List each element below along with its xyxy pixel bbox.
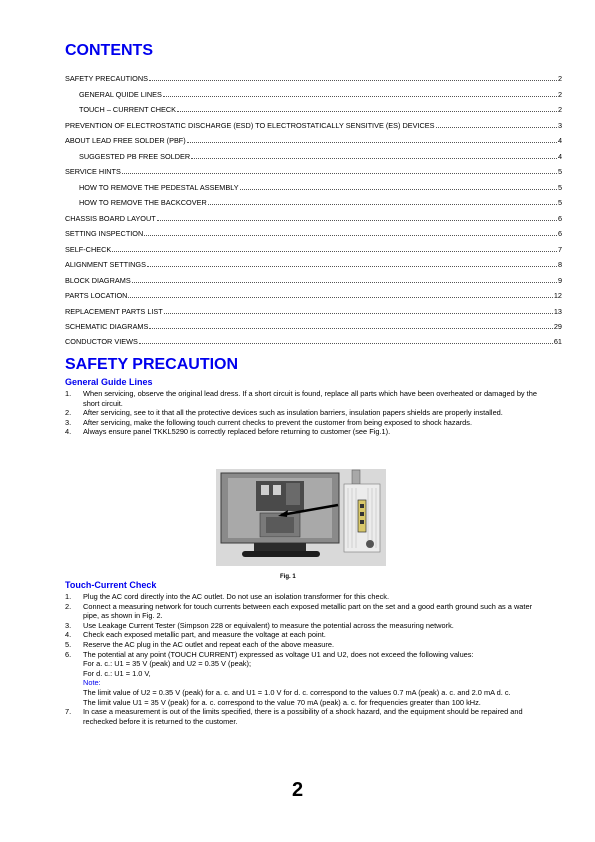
toc-entry-label: PARTS LOCATION (65, 291, 128, 301)
toc-entry[interactable] (65, 145, 562, 160)
toc-leader-dots (187, 142, 557, 143)
list-item: 5. Reserve the AC plug in the AC outlet and repeat each of the above measure. (65, 639, 335, 649)
toc-entry[interactable] (65, 331, 562, 346)
toc-entry[interactable] (65, 68, 562, 83)
toc-entry-label: GENERAL QUIDE LINES (79, 89, 162, 99)
toc-entry-label: SCHEMATIC DIAGRAMS (65, 321, 149, 331)
toc-entry-page: 5 (557, 167, 562, 177)
toc-entry[interactable] (65, 114, 562, 129)
toc-entry[interactable] (65, 207, 562, 222)
toc-entry[interactable] (65, 192, 562, 207)
safety-precaution-title: SAFETY PRECAUTION (65, 356, 239, 373)
toc-entry-page: 2 (557, 105, 562, 115)
toc-entry-label: CHASSIS BOARD LAYOUT (65, 213, 156, 223)
contents-title: CONTENTS (65, 42, 153, 59)
table-of-contents (65, 68, 562, 346)
toc-entry[interactable] (65, 238, 562, 253)
toc-entry-label: SERVICE HINTS (65, 167, 121, 177)
toc-entry[interactable] (65, 254, 562, 269)
toc-entry-label: SELF-CHECK (65, 244, 112, 254)
toc-leader-dots (208, 204, 557, 205)
toc-entry-label: TOUCH – CURRENT CHECK (79, 105, 177, 115)
toc-entry-label: ALIGNMENT SETTINGS (65, 260, 146, 270)
toc-entry-page: 6 (557, 229, 562, 239)
toc-entry-label: SUGGESTED PB FREE SOLDER (79, 151, 191, 161)
touch-current-check-list (65, 592, 550, 726)
toc-entry-label: HOW TO REMOVE THE BACKCOVER (79, 198, 207, 208)
note-text: The limit value of U2 = 0.35 V (peak) for a. c. and U1 = 1.0 V for d. c. correspond to the values 0.7 mA (peak) a. c. and 2.0 mA d. c. (83, 687, 511, 697)
list-item: 3. Use Leakage Current Tester (Simpson 228 or equivalent) to measure the potential across the measuring network. (65, 620, 454, 630)
toc-entry-page: 12 (553, 291, 562, 301)
toc-leader-dots (240, 189, 557, 190)
list-item: 2. Connect a measuring network for touch currents between each exposed metallic part on the set and a good earth ground such as a water pipe, as shown in Fig. 2. (65, 601, 533, 621)
toc-entry[interactable] (65, 300, 562, 315)
toc-entry-page: 5 (557, 198, 562, 208)
list-item: 3. After servicing, make the following touch current checks to prevent the customer from being exposed to shock hazards. (65, 417, 473, 427)
toc-leader-dots (139, 343, 553, 344)
toc-leader-dots (191, 158, 557, 159)
toc-entry[interactable] (65, 99, 562, 114)
toc-entry-page: 29 (553, 321, 562, 331)
toc-entry-page: 8 (557, 260, 562, 270)
toc-leader-dots (149, 328, 552, 329)
list-item: 1. Plug the AC cord directly into the AC outlet. Do not use an isolation transformer for this check. (65, 592, 390, 601)
toc-entry-label: SAFETY PRECAUTIONS (65, 74, 148, 84)
toc-entry[interactable] (65, 176, 562, 191)
toc-leader-dots (436, 127, 557, 128)
list-item: 4. Check each exposed metallic part, and measure the voltage at each point. (65, 630, 326, 640)
toc-entry[interactable] (65, 223, 562, 238)
toc-leader-dots (177, 111, 557, 112)
toc-entry-label: CONDUCTOR VIEWS (65, 337, 138, 347)
toc-leader-dots (112, 251, 557, 252)
toc-entry-page: 4 (557, 151, 562, 161)
toc-entry[interactable] (65, 269, 562, 284)
note-text: The limit value U1 = 35 V (peak) for a. c. correspond to the value 70 mA (peak) a. c. for frequencies greater than 100 kHz. (83, 697, 481, 707)
toc-entry-label: PREVENTION OF ELECTROSTATIC DISCHARGE (ESD) TO ELECTROSTATICALLY SENSITIVE (ES) DEVICES (65, 120, 435, 130)
toc-entry-page: 2 (557, 74, 562, 84)
toc-leader-dots (132, 282, 557, 283)
toc-entry-page: 9 (557, 275, 562, 285)
toc-leader-dots (128, 297, 552, 298)
toc-entry[interactable] (65, 130, 562, 145)
toc-leader-dots (164, 313, 553, 314)
note-label: Note: (83, 678, 101, 688)
dc-limit: For d. c.: U1 = 1.0 V, (83, 668, 151, 678)
toc-entry-label: HOW TO REMOVE THE PEDESTAL ASSEMBLY (79, 182, 239, 192)
list-item: 1. When servicing, observe the original lead dress. If a short circuit is found, replace all parts which have been overheated or damaged by the short circuit. (65, 389, 537, 408)
figure-caption: Fig. 1 (280, 574, 296, 580)
toc-entry-page: 6 (557, 213, 562, 223)
toc-leader-dots (157, 220, 557, 221)
toc-leader-dots (163, 96, 557, 97)
touch-current-check-heading: Touch-Current Check (65, 580, 157, 590)
toc-entry[interactable] (65, 285, 562, 300)
panel-detail-figure (338, 468, 384, 554)
toc-leader-dots (144, 235, 557, 236)
list-item: 4. Always ensure panel TKKL5290 is correctly replaced before returning to customer (see Fig.1). (65, 427, 391, 437)
toc-entry-page: 61 (553, 337, 562, 347)
list-item: 6. The potential at any point (TOUCH CURRENT) expressed as voltage U1 and U2, does not exceed the following values: For a. c.: U1 = 35 V (peak) and U2 = 0.35 V (peak); For d. c.: U1 = 1.0 V, Note: The limit value of U2 = 0.35 V (peak) for a. c. and U1 = 1.0 V for d. c. correspond to the values 0.7 mA (peak) a. c. and 2.0 mA d. c. The limit value U1 = 35 V (peak) for a. c. correspond to the value 70 mA (peak) a. c. for frequencies greater than 100 kHz. (65, 649, 511, 707)
toc-leader-dots (147, 266, 557, 267)
toc-entry-label: REPLACEMENT PARTS LIST (65, 306, 163, 316)
toc-entry[interactable] (65, 83, 562, 98)
toc-entry[interactable] (65, 316, 562, 331)
toc-entry-page: 5 (557, 182, 562, 192)
toc-entry-label: BLOCK DIAGRAMS (65, 275, 131, 285)
toc-entry-page: 13 (553, 306, 562, 316)
toc-entry-label: SETTING INSPECTION (65, 229, 144, 239)
toc-entry-label: ABOUT LEAD FREE SOLDER (PBF) (65, 136, 186, 146)
toc-entry-page: 3 (557, 120, 562, 130)
toc-leader-dots (149, 80, 557, 81)
page-number: 2 (291, 779, 304, 801)
toc-entry-page: 4 (557, 136, 562, 146)
general-guide-lines-list (65, 389, 550, 437)
toc-leader-dots (122, 173, 557, 174)
toc-entry[interactable] (65, 161, 562, 176)
ac-limit: For a. c.: U1 = 35 V (peak) and U2 = 0.35 V (peak); (83, 659, 252, 669)
list-item: 7. In case a measurement is out of the limits specified, there is a possibility of a shock hazard, and the equipment should be repaired and rechecked before it is returned to the customer. (65, 707, 523, 726)
list-item: 2. After servicing, see to it that all the protective devices such as insulation barriers, insulation papers shields are properly installed. (65, 408, 503, 418)
toc-entry-page: 7 (557, 244, 562, 254)
toc-entry-page: 2 (557, 89, 562, 99)
general-guide-lines-heading: General Guide Lines (65, 377, 153, 387)
